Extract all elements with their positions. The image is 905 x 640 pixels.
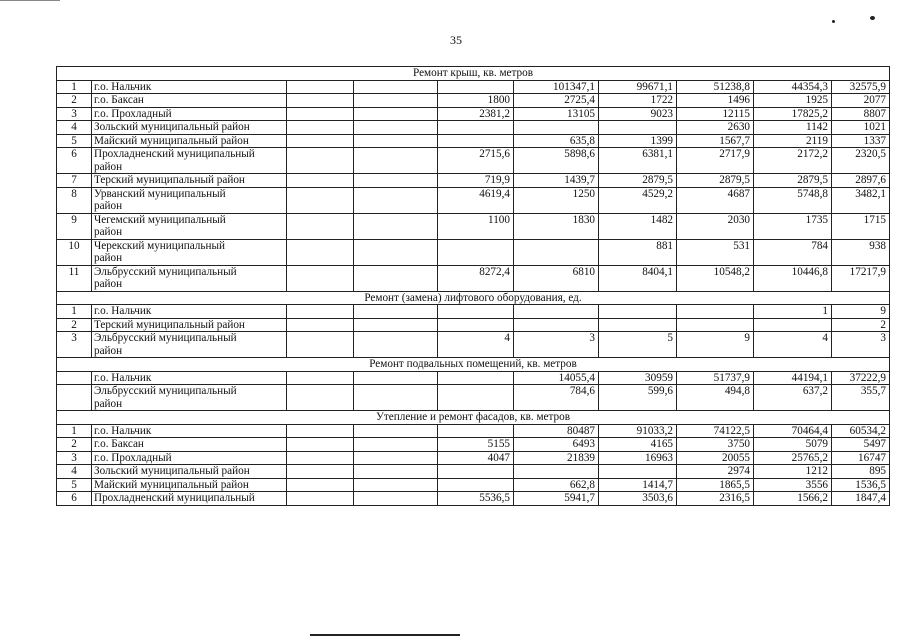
row-number: 2 xyxy=(57,438,92,452)
municipality-name-line: Эльбрусский муниципальный xyxy=(94,385,237,397)
value-cell: 637,2 xyxy=(754,385,832,411)
value-cell: 2897,6 xyxy=(832,174,890,188)
table-row xyxy=(57,94,890,108)
value-cell: 4619,4 xyxy=(438,187,514,213)
value-cell: 1567,7 xyxy=(677,134,754,148)
value-cell xyxy=(754,318,832,332)
value-cell xyxy=(354,80,438,94)
value-cell: 1715 xyxy=(832,213,890,239)
value-cell: 1399 xyxy=(599,134,677,148)
value-cell xyxy=(354,107,438,121)
municipality-name xyxy=(92,438,287,452)
value-cell: 91033,2 xyxy=(599,424,677,438)
row-number: 3 xyxy=(57,332,92,358)
value-cell xyxy=(287,305,354,319)
row-number: 4 xyxy=(57,465,92,479)
value-cell: 5898,6 xyxy=(514,148,599,174)
value-cell: 6810 xyxy=(514,265,599,291)
value-cell: 17825,2 xyxy=(754,107,832,121)
scan-mark-left xyxy=(832,20,835,23)
value-cell: 1722 xyxy=(599,94,677,108)
municipality-name xyxy=(92,174,287,188)
municipality-name-line: г.о. Баксан xyxy=(94,94,144,106)
value-cell: 5748,8 xyxy=(754,187,832,213)
municipality-name-line: г.о. Нальчик xyxy=(94,371,152,384)
municipality-name-line: Майский муниципальный район xyxy=(94,134,249,147)
value-cell: 13105 xyxy=(514,107,599,121)
value-cell: 1482 xyxy=(599,213,677,239)
row-number: 2 xyxy=(57,94,92,108)
value-cell xyxy=(354,465,438,479)
value-cell: 4 xyxy=(754,332,832,358)
value-cell xyxy=(287,451,354,465)
row-number: 8 xyxy=(57,187,92,213)
value-cell xyxy=(438,465,514,479)
section-header-row xyxy=(57,291,890,305)
value-cell xyxy=(354,438,438,452)
municipality-name-line: Терский муниципальный район xyxy=(94,318,245,331)
value-cell: 2381,2 xyxy=(438,107,514,121)
value-cell: 20055 xyxy=(677,451,754,465)
value-cell: 6493 xyxy=(514,438,599,452)
value-cell xyxy=(599,121,677,135)
scan-mark-right xyxy=(870,16,875,20)
value-cell: 10548,2 xyxy=(677,265,754,291)
value-cell xyxy=(354,134,438,148)
value-cell xyxy=(287,332,354,358)
scan-mark-bottom xyxy=(310,634,460,636)
value-cell: 1021 xyxy=(832,121,890,135)
value-cell: 2879,5 xyxy=(599,174,677,188)
value-cell: 494,8 xyxy=(677,385,754,411)
value-cell: 10446,8 xyxy=(754,265,832,291)
row-number: 7 xyxy=(57,174,92,188)
section-title: Ремонт (замена) лифтового оборудования, ед. xyxy=(57,291,890,305)
section-header-row xyxy=(57,358,890,372)
value-cell xyxy=(287,478,354,492)
value-cell xyxy=(354,265,438,291)
municipality-name xyxy=(92,134,287,148)
value-cell xyxy=(514,121,599,135)
table-row xyxy=(57,80,890,94)
table-row xyxy=(57,187,890,213)
value-cell: 9023 xyxy=(599,107,677,121)
value-cell: 1830 xyxy=(514,213,599,239)
value-cell: 784,6 xyxy=(514,385,599,411)
value-cell xyxy=(287,492,354,506)
value-cell: 5536,5 xyxy=(438,492,514,506)
value-cell xyxy=(514,239,599,265)
municipality-name-line: район xyxy=(94,160,123,173)
value-cell: 2316,5 xyxy=(677,492,754,506)
municipality-name-line: район xyxy=(94,252,123,264)
value-cell xyxy=(599,318,677,332)
row-number: 5 xyxy=(57,478,92,492)
value-cell xyxy=(438,239,514,265)
value-cell: 635,8 xyxy=(514,134,599,148)
value-cell: 2717,9 xyxy=(677,148,754,174)
municipality-name-line: Урванский муниципальный xyxy=(94,187,226,200)
municipality-name-line: г.о. Нальчик xyxy=(94,305,152,317)
value-cell xyxy=(287,318,354,332)
row-number: 3 xyxy=(57,451,92,465)
row-number: 10 xyxy=(57,239,92,265)
value-cell xyxy=(287,438,354,452)
section-title: Ремонт крыш, кв. метров xyxy=(57,67,890,81)
value-cell xyxy=(287,371,354,385)
value-cell: 2879,5 xyxy=(677,174,754,188)
value-cell: 784 xyxy=(754,239,832,265)
value-cell: 60534,2 xyxy=(832,424,890,438)
row-number: 1 xyxy=(57,305,92,319)
value-cell: 32575,9 xyxy=(832,80,890,94)
value-cell: 2974 xyxy=(677,465,754,479)
table-row xyxy=(57,121,890,135)
value-cell: 14055,4 xyxy=(514,371,599,385)
table-row xyxy=(57,134,890,148)
value-cell xyxy=(354,239,438,265)
municipality-name-line: Чегемский муниципальный xyxy=(94,213,226,226)
value-cell: 3556 xyxy=(754,478,832,492)
value-cell: 3482,1 xyxy=(832,187,890,213)
table-row xyxy=(57,239,890,265)
section-title: Ремонт подвальных помещений, кв. метров xyxy=(57,358,890,372)
value-cell xyxy=(287,94,354,108)
municipality-name-line: Майский муниципальный район xyxy=(94,478,249,491)
value-cell: 1925 xyxy=(754,94,832,108)
municipality-name-line: Прохладненский муниципальный xyxy=(94,492,255,504)
value-cell xyxy=(287,424,354,438)
value-cell: 2320,5 xyxy=(832,148,890,174)
municipality-name xyxy=(92,213,287,239)
value-cell: 4165 xyxy=(599,438,677,452)
value-cell: 895 xyxy=(832,465,890,479)
value-cell: 1 xyxy=(754,305,832,319)
value-cell xyxy=(438,121,514,135)
municipality-name xyxy=(92,265,287,291)
row-number: 2 xyxy=(57,318,92,332)
value-cell: 355,7 xyxy=(832,385,890,411)
value-cell: 30959 xyxy=(599,371,677,385)
value-cell: 5079 xyxy=(754,438,832,452)
municipality-name xyxy=(92,187,287,213)
table-row xyxy=(57,465,890,479)
municipality-name-line: район xyxy=(94,397,123,410)
value-cell: 8404,1 xyxy=(599,265,677,291)
value-cell xyxy=(438,371,514,385)
row-number: 4 xyxy=(57,121,92,135)
value-cell xyxy=(354,213,438,239)
value-cell xyxy=(287,121,354,135)
value-cell: 1337 xyxy=(832,134,890,148)
value-cell xyxy=(354,174,438,188)
value-cell: 4 xyxy=(438,332,514,358)
value-cell: 1496 xyxy=(677,94,754,108)
municipality-name xyxy=(92,478,287,492)
value-cell: 719,9 xyxy=(438,174,514,188)
value-cell: 21839 xyxy=(514,451,599,465)
table-row xyxy=(57,438,890,452)
municipality-name xyxy=(92,318,287,332)
value-cell xyxy=(438,478,514,492)
row-number: 9 xyxy=(57,213,92,239)
table-row xyxy=(57,478,890,492)
municipality-name-line: г.о. Баксан xyxy=(94,438,144,450)
value-cell: 3 xyxy=(832,332,890,358)
scan-mark-top-left xyxy=(0,0,60,1)
value-cell: 531 xyxy=(677,239,754,265)
table-row xyxy=(57,424,890,438)
value-cell xyxy=(438,134,514,148)
municipality-name-line: Зольский муниципальный район xyxy=(94,121,250,133)
value-cell xyxy=(438,305,514,319)
page-number: 35 xyxy=(450,33,462,47)
value-cell: 1800 xyxy=(438,94,514,108)
value-cell xyxy=(354,332,438,358)
value-cell xyxy=(287,265,354,291)
value-cell xyxy=(354,385,438,411)
municipality-name xyxy=(92,451,287,465)
value-cell: 37222,9 xyxy=(832,371,890,385)
table-row xyxy=(57,451,890,465)
value-cell xyxy=(599,465,677,479)
value-cell: 80487 xyxy=(514,424,599,438)
value-cell xyxy=(287,148,354,174)
table-row xyxy=(57,318,890,332)
municipality-name-line: район xyxy=(94,278,123,290)
value-cell xyxy=(354,318,438,332)
value-cell xyxy=(354,371,438,385)
value-cell xyxy=(287,187,354,213)
value-cell: 44354,3 xyxy=(754,80,832,94)
row-number: 5 xyxy=(57,134,92,148)
municipality-name-line: район xyxy=(94,344,123,357)
municipality-name-line: Зольский муниципальный район xyxy=(94,465,250,477)
value-cell xyxy=(354,121,438,135)
value-cell: 9 xyxy=(677,332,754,358)
table-row xyxy=(57,148,890,174)
value-cell: 44194,1 xyxy=(754,371,832,385)
value-cell: 12115 xyxy=(677,107,754,121)
table-row xyxy=(57,385,890,411)
value-cell: 2172,2 xyxy=(754,148,832,174)
municipality-name xyxy=(92,239,287,265)
value-cell xyxy=(287,134,354,148)
row-number xyxy=(57,371,92,385)
value-cell: 1566,2 xyxy=(754,492,832,506)
value-cell: 1735 xyxy=(754,213,832,239)
value-cell: 1865,5 xyxy=(677,478,754,492)
value-cell: 25765,2 xyxy=(754,451,832,465)
table-row xyxy=(57,265,890,291)
value-cell xyxy=(438,318,514,332)
municipality-name xyxy=(92,424,287,438)
value-cell: 1250 xyxy=(514,187,599,213)
value-cell: 4687 xyxy=(677,187,754,213)
table-row xyxy=(57,371,890,385)
row-number: 11 xyxy=(57,265,92,291)
municipality-name-line: г.о. Нальчик xyxy=(94,80,152,93)
value-cell: 17217,9 xyxy=(832,265,890,291)
value-cell xyxy=(438,424,514,438)
value-cell: 2030 xyxy=(677,213,754,239)
value-cell: 1439,7 xyxy=(514,174,599,188)
section-header-row xyxy=(57,67,890,81)
data-table xyxy=(56,66,890,506)
value-cell xyxy=(354,451,438,465)
value-cell xyxy=(354,305,438,319)
value-cell: 99671,1 xyxy=(599,80,677,94)
value-cell xyxy=(287,465,354,479)
value-cell xyxy=(354,492,438,506)
value-cell: 5941,7 xyxy=(514,492,599,506)
value-cell: 4529,2 xyxy=(599,187,677,213)
municipality-name xyxy=(92,148,287,174)
table-row xyxy=(57,332,890,358)
value-cell xyxy=(354,424,438,438)
value-cell xyxy=(514,318,599,332)
value-cell: 8807 xyxy=(832,107,890,121)
table-row xyxy=(57,492,890,506)
value-cell: 599,6 xyxy=(599,385,677,411)
value-cell: 3503,6 xyxy=(599,492,677,506)
municipality-name-line: Эльбрусский муниципальный xyxy=(94,265,237,278)
value-cell: 2715,6 xyxy=(438,148,514,174)
value-cell: 51737,9 xyxy=(677,371,754,385)
value-cell: 2725,4 xyxy=(514,94,599,108)
row-number: 1 xyxy=(57,80,92,94)
value-cell: 1847,4 xyxy=(832,492,890,506)
table-body xyxy=(57,67,890,506)
value-cell: 662,8 xyxy=(514,478,599,492)
value-cell xyxy=(354,148,438,174)
value-cell xyxy=(287,213,354,239)
value-cell xyxy=(287,239,354,265)
value-cell xyxy=(599,305,677,319)
municipality-name-line: Эльбрусский муниципальный xyxy=(94,332,237,344)
value-cell xyxy=(514,465,599,479)
municipality-name xyxy=(92,305,287,319)
value-cell: 881 xyxy=(599,239,677,265)
value-cell: 2879,5 xyxy=(754,174,832,188)
value-cell: 1212 xyxy=(754,465,832,479)
value-cell: 5 xyxy=(599,332,677,358)
value-cell: 70464,4 xyxy=(754,424,832,438)
municipality-name xyxy=(92,94,287,108)
table-row xyxy=(57,107,890,121)
section-header-row xyxy=(57,411,890,425)
municipality-name-line: г.о. Прохладный xyxy=(94,451,172,464)
row-number: 6 xyxy=(57,148,92,174)
value-cell xyxy=(354,94,438,108)
value-cell: 2077 xyxy=(832,94,890,108)
municipality-name xyxy=(92,107,287,121)
value-cell: 51238,8 xyxy=(677,80,754,94)
value-cell: 1142 xyxy=(754,121,832,135)
value-cell xyxy=(438,385,514,411)
value-cell xyxy=(354,187,438,213)
value-cell: 2 xyxy=(832,318,890,332)
municipality-name xyxy=(92,121,287,135)
value-cell: 5155 xyxy=(438,438,514,452)
municipality-name-line: Черекский муниципальный xyxy=(94,239,225,252)
value-cell: 16747 xyxy=(832,451,890,465)
value-cell: 2630 xyxy=(677,121,754,135)
value-cell: 5497 xyxy=(832,438,890,452)
row-number: 6 xyxy=(57,492,92,506)
value-cell xyxy=(438,80,514,94)
value-cell xyxy=(677,318,754,332)
value-cell: 3750 xyxy=(677,438,754,452)
value-cell: 1414,7 xyxy=(599,478,677,492)
value-cell xyxy=(287,385,354,411)
value-cell: 1100 xyxy=(438,213,514,239)
value-cell: 9 xyxy=(832,305,890,319)
municipality-name xyxy=(92,371,287,385)
value-cell: 16963 xyxy=(599,451,677,465)
value-cell xyxy=(287,80,354,94)
municipality-name-line: Прохладненский муниципальный xyxy=(94,148,255,160)
value-cell: 1536,5 xyxy=(832,478,890,492)
value-cell xyxy=(287,107,354,121)
municipality-name-line: Терский муниципальный район xyxy=(94,174,245,186)
value-cell xyxy=(514,305,599,319)
table-row xyxy=(57,213,890,239)
value-cell: 8272,4 xyxy=(438,265,514,291)
section-title: Утепление и ремонт фасадов, кв. метров xyxy=(57,411,890,425)
municipality-name xyxy=(92,385,287,411)
municipality-name xyxy=(92,465,287,479)
value-cell: 3 xyxy=(514,332,599,358)
municipality-name xyxy=(92,80,287,94)
table-row xyxy=(57,305,890,319)
value-cell: 101347,1 xyxy=(514,80,599,94)
value-cell: 938 xyxy=(832,239,890,265)
municipality-name-line: г.о. Прохладный xyxy=(94,107,172,120)
municipality-name-line: г.о. Нальчик xyxy=(94,424,152,437)
value-cell: 6381,1 xyxy=(599,148,677,174)
value-cell: 74122,5 xyxy=(677,424,754,438)
table-row xyxy=(57,174,890,188)
municipality-name-line: район xyxy=(94,226,123,238)
value-cell xyxy=(287,174,354,188)
value-cell: 2119 xyxy=(754,134,832,148)
value-cell xyxy=(677,305,754,319)
value-cell xyxy=(354,478,438,492)
row-number: 3 xyxy=(57,107,92,121)
municipality-name xyxy=(92,332,287,358)
municipality-name xyxy=(92,492,287,506)
municipality-name-line: район xyxy=(94,200,123,212)
row-number xyxy=(57,385,92,411)
value-cell: 4047 xyxy=(438,451,514,465)
row-number: 1 xyxy=(57,424,92,438)
